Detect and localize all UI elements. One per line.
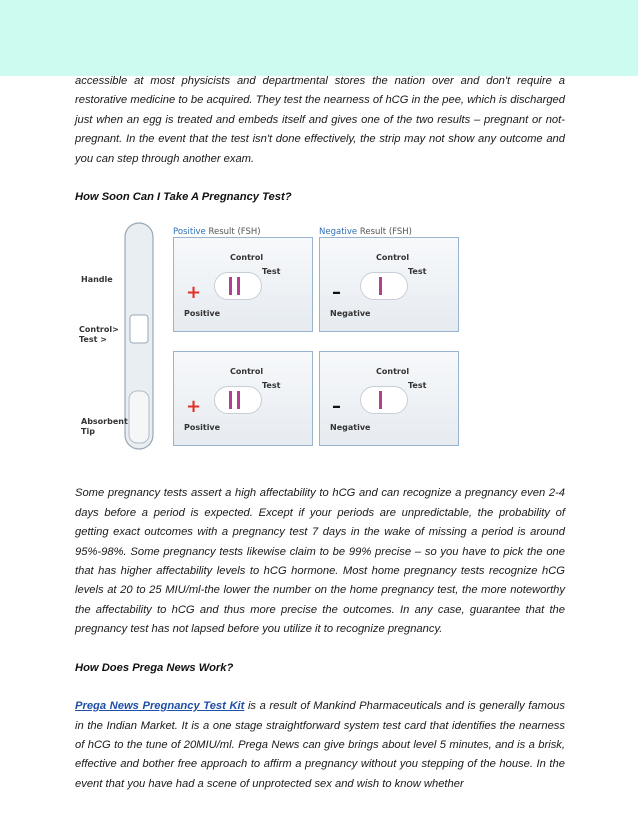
positive-panel-2 [173,351,313,446]
control-label: Control [230,253,264,263]
result-window [214,386,262,414]
minus-icon: – [332,282,341,304]
negative-panel-2 [319,351,459,446]
negative-label: Negative [330,423,371,433]
pregnancy-test-figure [77,221,477,454]
document-body [75,72,565,794]
control-label: Control [376,253,410,263]
header-band [0,0,638,76]
handle-label: Handle [81,275,113,285]
test-label: Test [408,381,427,391]
positive-result-header: Positive Result (FSH) [173,227,261,238]
control-test-label: Control> Test > [79,325,119,345]
heading-how-prega-works: How Does Prega News Work? [75,661,234,674]
control-label: Control [376,367,410,377]
result-window [360,386,408,414]
positive-label: Positive [184,423,221,433]
heading-how-soon: How Soon Can I Take A Pregnancy Test? [75,191,292,204]
negative-result-header: Negative Result (FSH) [319,227,412,238]
paragraph-3 [75,697,565,794]
test-label: Test [262,381,281,391]
plus-icon: + [186,396,202,418]
positive-label: Positive [184,309,221,319]
absorbent-tip-label: Absorbent Tip [81,417,128,437]
negative-panel-1 [319,237,459,332]
prega-news-link[interactable]: Prega News Pregnancy Test Kit [75,700,245,713]
result-window [214,272,262,300]
positive-panel-1 [173,237,313,332]
paragraph-1: accessible at most physicists and departmental stores the nation over and don't require a restorative medicine to be acquired. They test the nearness of hCG in the pee, which is discharged just when an egg is treated and embeds itself and gives one of the two results – pregnant or not-pregnant. In the event that the test isn't done effectively, the strip may not show any outcome and you can step through another exam. [75,75,565,165]
control-label: Control [230,367,264,377]
paragraph-3-text: is a result of Mankind Pharmaceuticals and is generally famous in the Indian Market. It is a one stage straightforward system test card that identifies the nearness of hCG to the tune of 20MIU/ml. Prega News can give brings about level 5 minutes, and is a brisk, effective and bother free approach to affirm a pregnancy without you stepping of the house. In the event that you have had a scene of unprotected sex and wish to know whether [75,700,565,790]
negative-label: Negative [330,309,371,319]
plus-icon: + [186,282,202,304]
paragraph-2: Some pregnancy tests assert a high affectability to hCG and can recognize a pregnancy even 2-4 days before a period is expected. Except if your periods are unpredictable, the probability of getting exact outcomes with a pregnancy test 7 days in the wake of missing a period is around 95%-98%. Some pregnancy tests likewise claim to be 99% precise – so you have to pick the one that has higher affectability levels to hCG hormone. Most home pregnancy tests recognize hCG levels at 20 to 25 MIU/ml-the lower the number on the home pregnancy test, the more noteworthy the affectability to hCG and thus more precise the outcomes. In any case, guarantee that the pregnancy test has not lapsed before you utilize it to recognize pregnancy. [75,487,565,636]
result-window [360,272,408,300]
minus-icon: – [332,396,341,418]
test-label: Test [262,267,281,277]
test-label: Test [408,267,427,277]
